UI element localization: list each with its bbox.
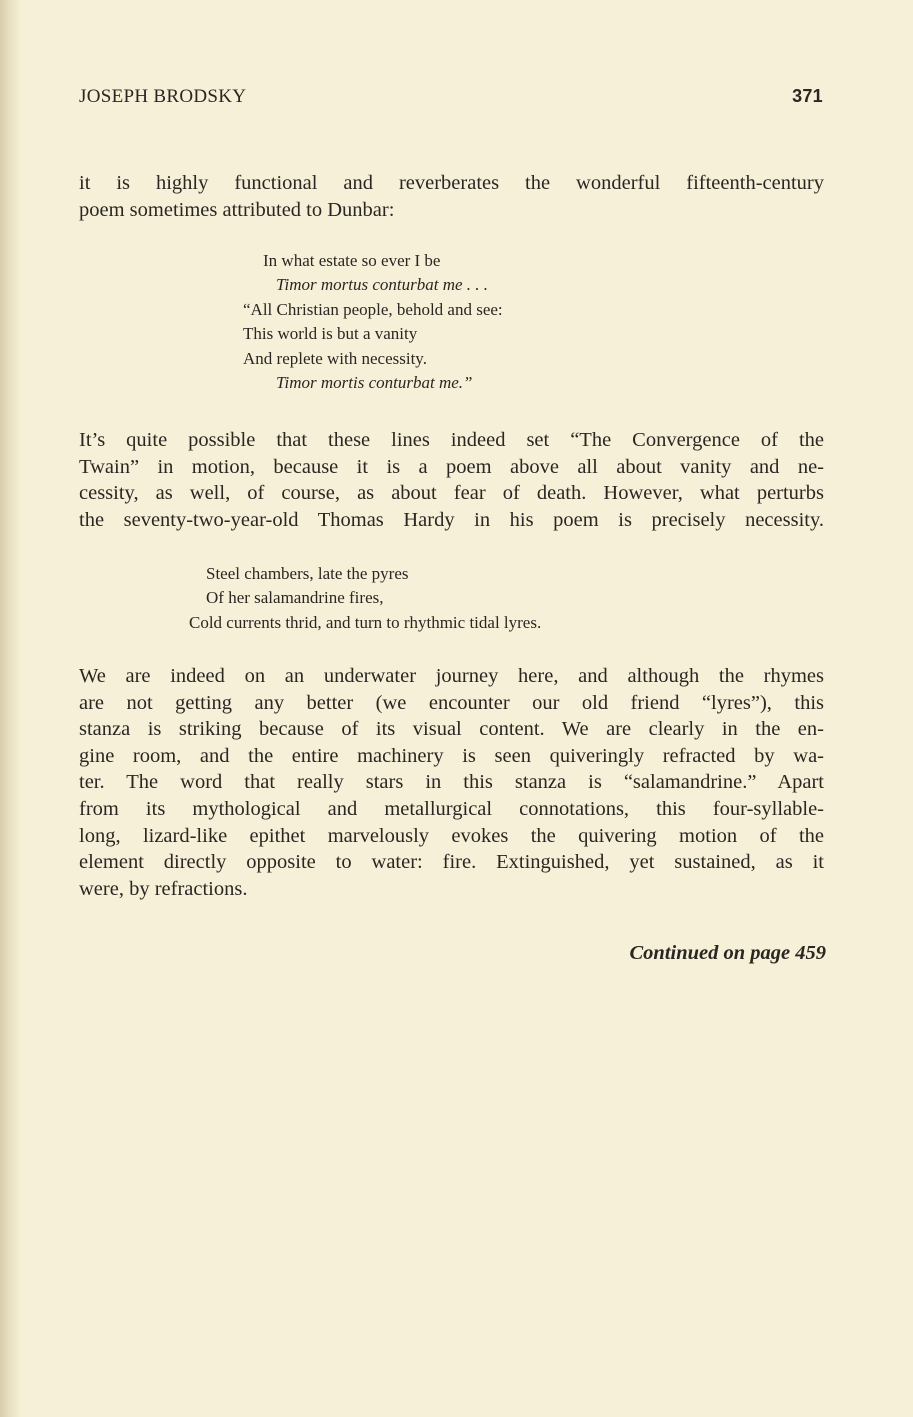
page-number: 371	[792, 86, 823, 106]
text-line: were, by refractions.	[79, 877, 248, 900]
text-line: poem sometimes attributed to Dunbar:	[79, 198, 395, 221]
text-line: from its mythological and metallurgical connotations, this four-syllable-	[79, 797, 824, 820]
verse-line: Timor mortis conturbat me.”	[276, 372, 473, 392]
text-line: long, lizard-like epithet marvelously evokes the quivering motion of the	[79, 824, 824, 847]
text-line: gine room, and the entire machinery is seen quiveringly refracted by wa-	[79, 744, 824, 767]
verse-line: Cold currents thrid, and turn to rhythmic tidal lyres.	[189, 612, 542, 632]
verse-quotation-hardy	[189, 562, 542, 635]
paragraph-3	[79, 663, 824, 902]
text-line: element directly opposite to water: fire. Extinguished, yet sustained, as it	[79, 851, 824, 874]
verse-line: And replete with necessity.	[243, 348, 427, 368]
verse-quotation-dunbar	[243, 249, 503, 395]
verse-line: In what estate so ever I be	[263, 251, 441, 270]
verse-line: “All Christian people, behold and see:	[243, 299, 503, 319]
paragraph-2	[79, 427, 824, 533]
running-head-author: JOSEPH BRODSKY	[79, 86, 247, 107]
verse-line: Timor mortus conturbat me . . .	[276, 275, 489, 295]
paragraph-1	[79, 170, 824, 223]
text-line: stanza is striking because of its visual content. We are clearly in the en-	[79, 718, 824, 741]
text-line: are not getting any better (we encounter our old friend “lyres”), this	[79, 691, 824, 714]
text-line: the seventy-two-year-old Thomas Hardy in his poem is precisely necessity.	[79, 508, 824, 531]
page-spine-shadow	[0, 0, 22, 1417]
text-line: It’s quite possible that these lines indeed set “The Convergence of the	[79, 429, 824, 451]
verse-line: Of her salamandrine fires,	[206, 588, 384, 608]
text-line: cessity, as well, of course, as about fear of death. However, what perturbs	[79, 482, 824, 505]
text-line: ter. The word that really stars in this stanza is “salamandrine.” Apart	[79, 771, 824, 794]
continued-note: Continued on page 459	[629, 942, 826, 964]
text-line: it is highly functional and reverberates the wonderful fifteenth-century	[79, 172, 824, 194]
text-line: Twain” in motion, because it is a poem above all about vanity and ne-	[79, 455, 824, 478]
verse-line: Steel chambers, late the pyres	[206, 564, 409, 583]
verse-line: This world is but a vanity	[243, 324, 418, 344]
text-line: We are indeed on an underwater journey here, and although the rhymes	[79, 665, 824, 687]
